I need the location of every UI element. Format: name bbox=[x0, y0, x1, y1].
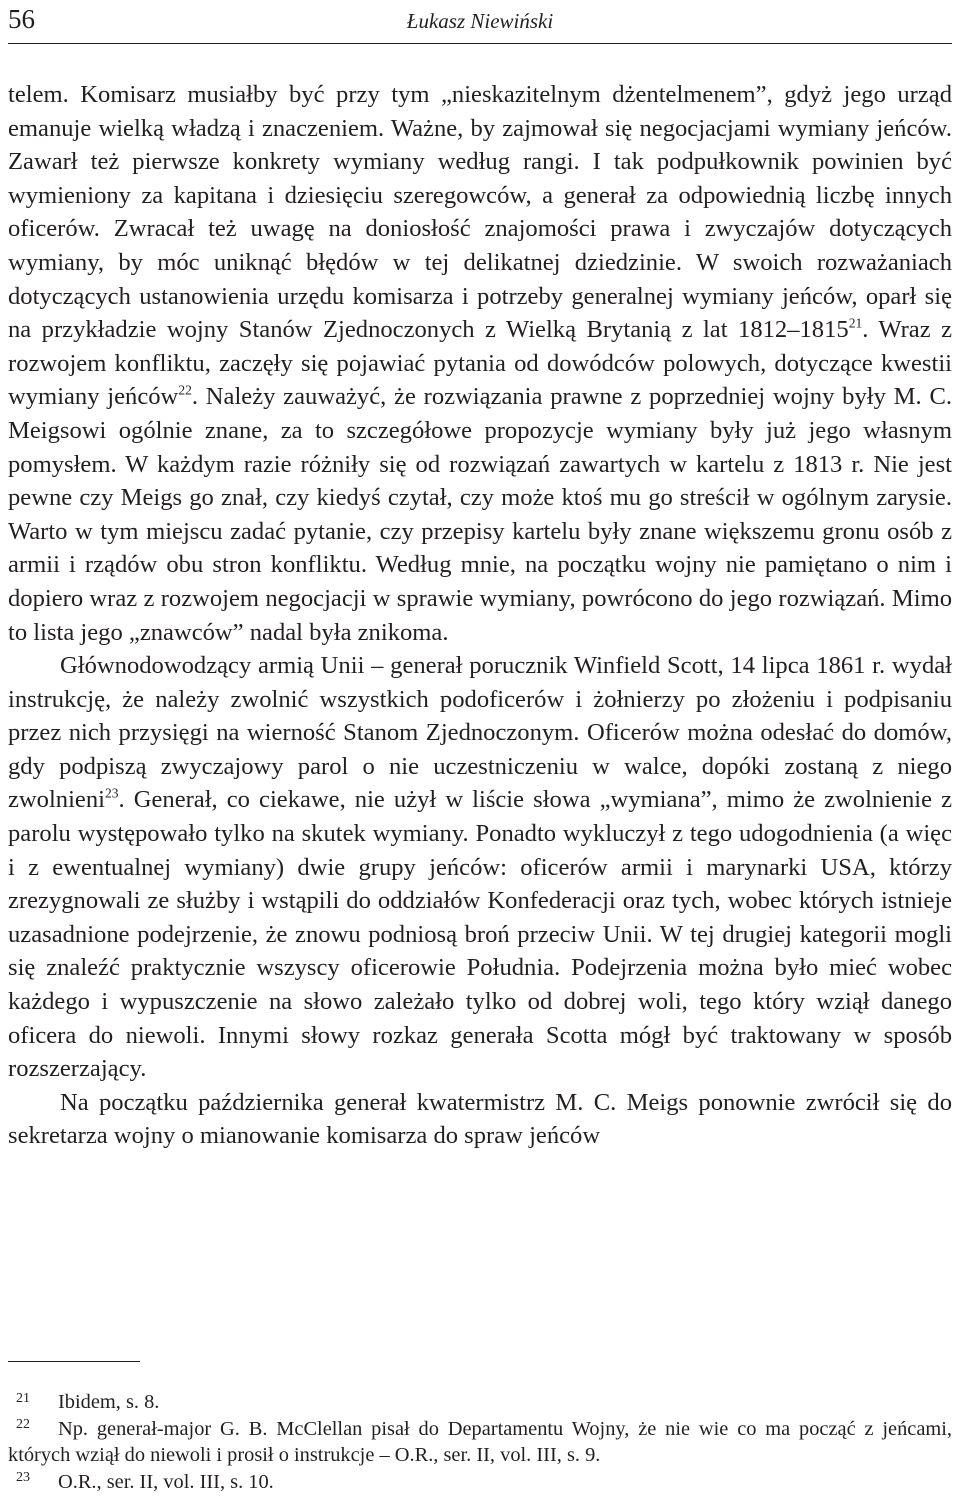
footnote-text: Np. generał-major G. B. McClellan pisał do Departamentu Wojny, że nie wie co ma począć z jeńcami, których wziął do niewoli i prosił o instrukcje – O.R., ser. II, vol. III, s. 9. bbox=[8, 1417, 952, 1466]
header-rule bbox=[8, 43, 952, 44]
footnote-separator bbox=[8, 1361, 140, 1362]
body-text bbox=[8, 78, 952, 1153]
footnote-ref-21[interactable]: 21 bbox=[848, 315, 863, 331]
paragraph-3-text: Na początku października generał kwatermistrz M. C. Meigs ponownie zwrócił się do sekretarza wojny o mianowanie komisarza do spraw jeńców bbox=[8, 1088, 952, 1150]
footnote-23: 23 O.R., ser. II, vol. III, s. 10. bbox=[16, 1470, 274, 1493]
paragraph-1-text-a: telem. Komisarz musiałby być przy tym „nieskazitelnym dżentelmenem”, gdyż jego urząd emanuje wielką władzą i znaczeniem. Ważne, by zajmował się negocjacjami wymiany jeńców. Zawarł też pierwsze konkrety wymiany według rangi. I tak podpułkownik powinien być wymieniony za kapitana i dziesięciu szeregowców, a generał za odpowiednią liczbę innych oficerów. Zwracał też uwagę na doniosłość znajomości prawa i zwyczajów dotyczących wymiany, by móc uniknąć błędów w tej delikatnej dziedzinie. W swoich rozważaniach dotyczących ustanowienia urzędu komisarza i potrzeby generalnej wymiany jeńców, oparł się na przykładzie wojny Stanów Zjednoczonych z Wielką Brytanią z lat 1812–1815 bbox=[8, 81, 952, 344]
paragraph-1-text-c: . Należy zauważyć, że rozwiązania prawne z poprzedniej wojny były M. C. Meigsowi ogólnie znane, za to szczegółowe propozycje wymiany były już jego własnym pomysłem. W każdym razie różniły się od rozwiązań zawartych w kartelu z 1813 r. Nie jest pewne czy Meigs go znał, czy kiedyś czytał, czy może ktoś mu go streścił w ogólnym zarysie. Warto w tym miejscu zadać pytanie, czy przepisy kartelu były znane większemu gronu osób z armii i rządów obu stron konfliktu. Według mnie, na początku wojny nie pamiętano o nim i dopiero wraz z rozwojem negocjacji w sprawie wymiany, powrócono do jego rozwiązań. Mimo to lista jego „znawców” nadal była znikoma. bbox=[8, 383, 952, 646]
footnotes bbox=[8, 1389, 952, 1495]
paragraph-2-text-a: Głównodowodzący armią Unii – generał porucznik Winfield Scott, 14 lipca 1861 r. wydał instrukcję, że należy zwolnić wszystkich podoficerów i żołnierzy po złożeniu i podpisaniu przez nich przysięgi na wierność Stanom Zjednoczonym. Oficerów można odesłać do domów, gdy podpiszą zwyczajowy parol o nie uczestniczeniu w walce, dopóki zostaną z niego zwolnieni bbox=[8, 652, 952, 814]
paragraph-2-text-b: . Generał, co ciekawe, nie użył w liście słowa „wymiana”, mimo że zwolnienie z parolu występowało tylko na skutek wymiany. Ponadto wykluczył z tego udogodnienia (a więc i z ewentualnej wymiany) dwie grupy jeńców: oficerów armii i marynarki USA, którzy zrezygnowali ze służby i wstąpili do oddziałów Konfederacji oraz tych, wobec których istnieje uzasadnione podejrzenie, że znowu podniosą broń przeciw Unii. W tej drugiej kategorii mogli się znaleźć praktycznie wszyscy oficerowie Południa. Podejrzenia można było mieć wobec każdego i wypuszczenie na słowo zależało tylko od dobrej woli, tego który wziął danego oficera do niewoli. Innymi słowy rozkaz generała Scotta mógł być traktowany w sposób rozszerzający. bbox=[8, 786, 952, 1083]
footnote-text: Ibidem, s. 8. bbox=[58, 1391, 160, 1413]
paragraph-2 bbox=[8, 649, 952, 1086]
footnote-text: O.R., ser. II, vol. III, s. 10. bbox=[58, 1470, 274, 1493]
paragraph-1 bbox=[8, 78, 952, 649]
footnote-ref-23[interactable]: 23 bbox=[104, 786, 119, 801]
footnote-22: 22 Np. generał-major G. B. McClellan pisał do Departamentu Wojny, że nie wie co ma począć z jeńcami, których wziął do niewoli i prosił o instrukcje – O.R., ser. II, vol. III, s. 9. bbox=[8, 1417, 952, 1466]
running-head-author: Łukasz Niewiński bbox=[406, 9, 554, 33]
paragraph-3 bbox=[8, 1086, 952, 1153]
paragraph-1-text-b: . Wraz z rozwojem konfliktu, zaczęły się pojawiać pytania od dowódców polowych, dotyczące kwestii wymiany jeńców bbox=[8, 316, 952, 411]
page-header bbox=[8, 4, 952, 38]
footnote-ref-22[interactable]: 22 bbox=[178, 382, 192, 398]
page-number: 56 bbox=[8, 4, 35, 34]
footnote-21: 21 Ibidem, s. 8. bbox=[16, 1390, 160, 1413]
